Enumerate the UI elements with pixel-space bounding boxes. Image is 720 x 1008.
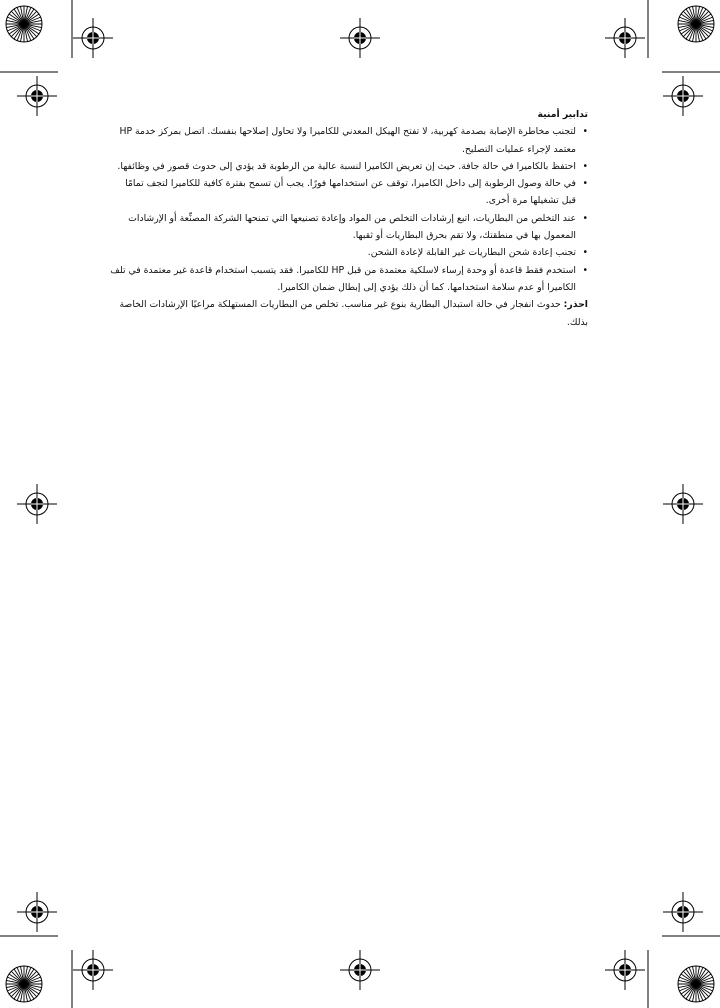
section-title: تدابير أمنية (537, 109, 588, 120)
registration-mark-top-center (340, 18, 380, 58)
registration-mark-middle-right (663, 484, 703, 524)
list-item: • لتجنب مخاطرة الإصابة بصدمة كهربية، لا تفتح الهيكل المعدني للكاميرا ولا تحاول إصلاحها بنفسك. اتصل بمركز خدمة HP معتمد لإجراء عمليات التصليح. (108, 123, 588, 158)
registration-mark-top-left (73, 18, 113, 58)
registration-mark-middle-left (17, 484, 57, 524)
registration-mark-lower-left (17, 892, 57, 932)
registration-mark-top-right (605, 18, 645, 58)
safety-precautions-section (108, 106, 588, 331)
registration-mark-upper-right (663, 76, 703, 116)
precautions-list (108, 123, 588, 296)
list-item: • احتفظ بالكاميرا في حالة جافة. حيث إن تعريض الكاميرا لنسبة عالية من الرطوبة قد يؤدي إلى حدوث قصور في وظائفها. (108, 158, 588, 175)
registration-mark-bottom-center (340, 950, 380, 990)
list-item: • استخدم فقط قاعدة أو وحدة إرساء لاسلكية معتمدة من قبل HP للكاميرا. فقد يتسبب استخدام قاعدة غير معتمدة في تلف الكاميرا أو عدم سلامة استخدامها. كما أن ذلك يؤدي إلى إبطال ضمان الكاميرا. (108, 262, 588, 297)
list-item: • في حالة وصول الرطوبة إلى داخل الكاميرا، توقف عن استخدامها فورًا. يجب أن تسمح بفترة كافية للكاميرا لتجف تمامًا قبل تشغيلها مرة أخرى. (108, 175, 588, 210)
warning-paragraph (108, 296, 588, 331)
list-item: • عند التخلص من البطاريات، اتبع إرشادات التخلص من المواد وإعادة تصنيعها التي تمنحها الشركة المصنِّعة أو الإرشادات المعمول بها في منطقتك، ولا تقم بحرق البطاريات أو ثقبها. (108, 210, 588, 245)
registration-mark-upper-left (17, 76, 57, 116)
registration-mark-bottom-left (73, 950, 113, 990)
registration-mark-lower-right (663, 892, 703, 932)
registration-mark-bottom-right (605, 950, 645, 990)
warning-text: حدوث انفجار في حالة استبدال البطارية بنوع غير مناسب. تخلص من البطاريات المستهلكة مراعيًا الإرشادات الخاصة بذلك. (119, 299, 588, 328)
warning-label: احذر: (563, 299, 588, 311)
list-item: • تجنب إعادة شحن البطاريات غير القابلة لإعادة الشحن. (108, 244, 588, 261)
